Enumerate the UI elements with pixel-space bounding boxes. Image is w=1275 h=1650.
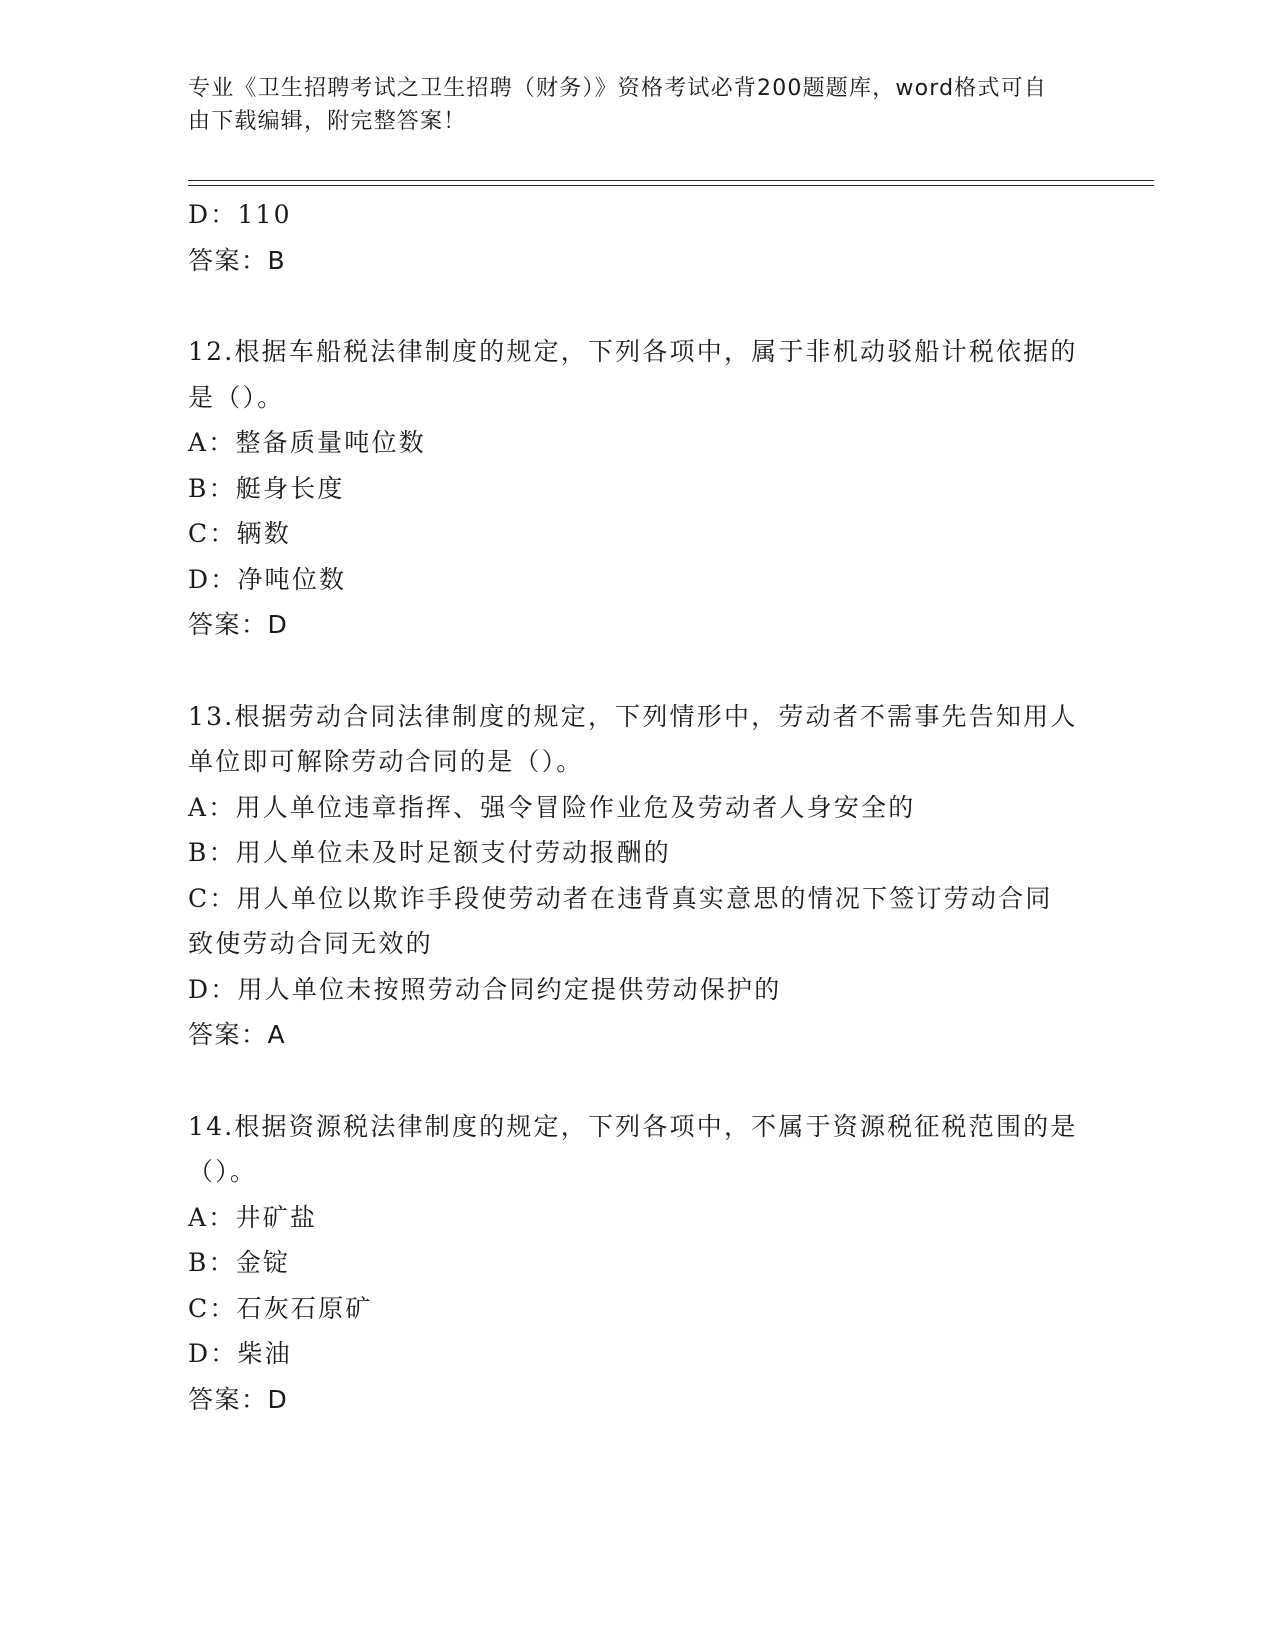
question-14 [188, 1104, 1078, 1423]
option-c: C：石灰石原矿 [188, 1293, 373, 1323]
option-d: D：110 [188, 200, 292, 229]
option-b: B：用人单位未及时足额支付劳动报酬的 [188, 838, 671, 867]
question-12 [188, 329, 1078, 648]
option-c: C：辆数 [188, 519, 291, 548]
option-a: A：用人单位违章指挥、强令冒险作业危及劳动者人身安全的 [188, 792, 916, 822]
header-text: 专业《卫生招聘考试之卫生招聘（财务）》资格考试必背200题题库，word格式可自由下载编辑，附完整答案！ [188, 76, 1048, 134]
option-d: D：用人单位未按照劳动合同约定提供劳动保护的 [188, 974, 782, 1004]
answer-line: 答案：D [188, 1384, 289, 1414]
question-text: 13.根据劳动合同法律制度的规定，下列情形中，劳动者不需事先告知用人单位即可解除劳动合同的是（）。 [188, 701, 1078, 776]
option-a: A：整备质量吨位数 [188, 428, 426, 457]
document-body [188, 192, 1078, 1422]
question-text: 12.根据车船税法律制度的规定，下列各项中，属于非机动驳船计税依据的是（）。 [188, 337, 1078, 412]
answer-line: 答案：A [188, 1020, 287, 1049]
answer-line: 答案：B [188, 245, 287, 275]
option-b: B：艇身长度 [188, 473, 345, 503]
question-13 [188, 694, 1078, 1058]
option-c: C：用人单位以欺诈手段使劳动者在违背真实意思的情况下签订劳动合同致使劳动合同无效的 [188, 883, 1053, 958]
continued-question [188, 192, 1078, 283]
option-d: D：柴油 [188, 1339, 292, 1368]
question-text: 14.根据资源税法律制度的规定，下列各项中，不属于资源税征税范围的是（）。 [188, 1111, 1078, 1186]
option-a: A：井矿盐 [188, 1202, 318, 1232]
option-b: B：金锭 [188, 1248, 291, 1277]
answer-line: 答案：D [188, 610, 289, 639]
option-d: D：净吨位数 [188, 564, 347, 594]
header-rule-top [188, 180, 1154, 181]
header-rule-bottom [188, 185, 1154, 186]
